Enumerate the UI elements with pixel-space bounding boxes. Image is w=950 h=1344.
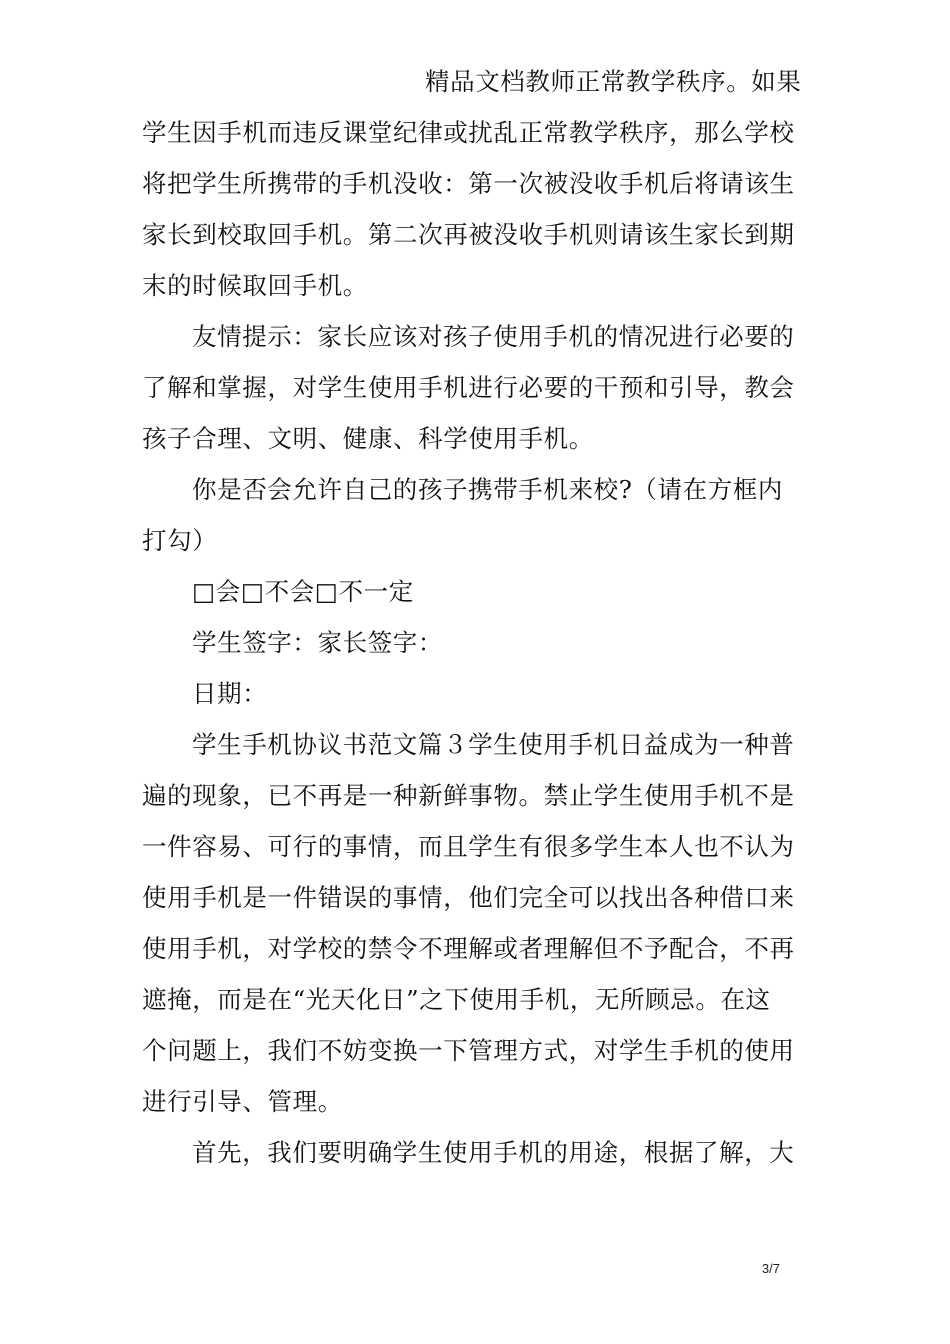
paragraph-3-line-5: 使用手机，对学校的禁令不理解或者理解但不予配合，不再 [142,934,795,963]
date-line: 日期： [192,679,268,708]
document-body [142,56,812,1178]
question-line-1: 你是否会允许自己的孩子携带手机来校?（请在方框内 [192,475,784,504]
paragraph-3-line-6: 遮掩，而是在“光天化日”之下使用手机，无所顾忌。在这 [142,985,771,1014]
paragraph-2-line-3: 孩子合理、文明、健康、科学使用手机。 [142,424,594,453]
signature-line: 学生签字：家长签字： [192,628,443,657]
paragraph-1-line-4: 末的时候取回手机。 [142,271,368,300]
paragraph-3-line-8: 进行引导、管理。 [142,1087,343,1116]
page-number: 3/7 [761,1261,780,1276]
header-line: 精品文档教师正常教学秩序。如果 [425,67,802,96]
paragraph-2-line-1: 友情提示：家长应该对孩子使用手机的情况进行必要的 [192,322,795,351]
question-line-2: 打勾） [142,526,218,555]
paragraph-3-line-3: 一件容易、可行的事情，而且学生有很多学生本人也不认为 [142,832,795,861]
paragraph-4-line-1: 首先，我们要明确学生使用手机的用途，根据了解，大 [192,1138,795,1167]
choice-options: □会□不会□不一定 [192,577,414,606]
paragraph-3-line-2: 遍的现象，已不再是一种新鲜事物。禁止学生使用手机不是 [142,781,795,810]
paragraph-1-line-2: 将把学生所携带的手机没收：第一次被没收手机后将请该生 [142,169,795,198]
paragraph-3-line-7: 个问题上，我们不妨变换一下管理方式，对学生手机的使用 [142,1036,795,1065]
paragraph-3-line-1: 学生手机协议书范文篇３学生使用手机日益成为一种普 [192,730,795,759]
paragraph-1-line-3: 家长到校取回手机。第二次再被没收手机则请该生家长到期 [142,220,795,249]
paragraph-2-line-2: 了解和掌握，对学生使用手机进行必要的干预和引导，教会 [142,373,795,402]
paragraph-3-line-4: 使用手机是一件错误的事情，他们完全可以找出各种借口来 [142,883,795,912]
paragraph-1-line-1: 学生因手机而违反课堂纪律或扰乱正常教学秩序，那么学校 [142,118,795,147]
